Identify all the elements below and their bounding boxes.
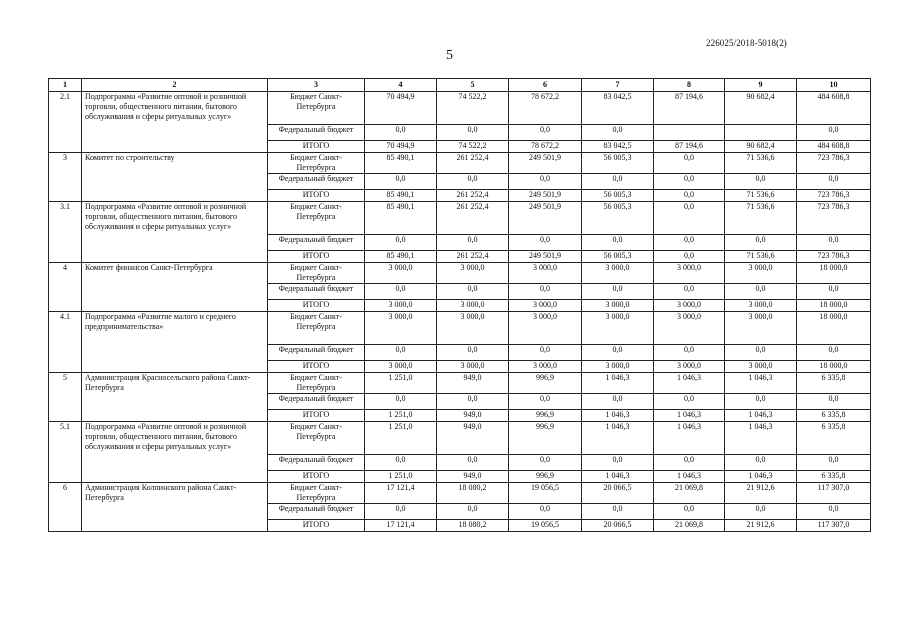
value-cell: 0,0 bbox=[725, 284, 797, 300]
funding-source: Федеральный бюджет bbox=[268, 284, 365, 300]
value-cell: 0,0 bbox=[654, 153, 725, 174]
value-cell: 0,0 bbox=[365, 125, 437, 141]
value-cell: 71 536,6 bbox=[725, 251, 797, 263]
value-cell: 18 000,0 bbox=[797, 300, 871, 312]
value-cell: 0,0 bbox=[725, 394, 797, 410]
column-number: 5 bbox=[437, 79, 509, 92]
value-cell: 3 000,0 bbox=[365, 300, 437, 312]
value-cell: 0,0 bbox=[725, 235, 797, 251]
value-cell: 21 069,8 bbox=[654, 520, 725, 532]
column-number: 8 bbox=[654, 79, 725, 92]
column-number: 10 bbox=[797, 79, 871, 92]
value-cell: 0,0 bbox=[797, 504, 871, 520]
value-cell: 0,0 bbox=[797, 345, 871, 361]
value-cell: 949,0 bbox=[437, 422, 509, 455]
table-row-budget bbox=[49, 483, 871, 504]
value-cell: 0,0 bbox=[582, 174, 654, 190]
value-cell: 261 252,4 bbox=[437, 153, 509, 174]
total-label: ИТОГО bbox=[268, 471, 365, 483]
value-cell: 74 522,2 bbox=[437, 92, 509, 125]
value-cell: 484 608,8 bbox=[797, 141, 871, 153]
value-cell: 0,0 bbox=[437, 345, 509, 361]
program-name: Администрация Колпинского района Санкт-Петербурга bbox=[82, 483, 268, 532]
value-cell: 0,0 bbox=[725, 174, 797, 190]
value-cell: 0,0 bbox=[654, 174, 725, 190]
value-cell: 0,0 bbox=[654, 504, 725, 520]
value-cell: 85 490,1 bbox=[365, 153, 437, 174]
value-cell: 3 000,0 bbox=[437, 300, 509, 312]
value-cell: 0,0 bbox=[797, 125, 871, 141]
value-cell: 723 786,3 bbox=[797, 251, 871, 263]
value-cell: 996,9 bbox=[509, 471, 582, 483]
funding-source: Бюджет Санкт-Петербурга bbox=[268, 263, 365, 284]
total-label: ИТОГО bbox=[268, 190, 365, 202]
value-cell: 0,0 bbox=[797, 455, 871, 471]
value-cell: 3 000,0 bbox=[725, 300, 797, 312]
funding-source: Федеральный бюджет bbox=[268, 504, 365, 520]
value-cell: 3 000,0 bbox=[437, 263, 509, 284]
row-number: 5.1 bbox=[49, 422, 82, 483]
row-number: 5 bbox=[49, 373, 82, 422]
table-row-budget bbox=[49, 202, 871, 235]
column-number: 2 bbox=[82, 79, 268, 92]
value-cell: 996,9 bbox=[509, 410, 582, 422]
value-cell: 1 046,3 bbox=[582, 373, 654, 394]
value-cell: 56 005,3 bbox=[582, 202, 654, 235]
value-cell: 1 046,3 bbox=[725, 373, 797, 394]
program-name: Комитет по строительству bbox=[82, 153, 268, 202]
row-number: 3 bbox=[49, 153, 82, 202]
value-cell: 19 056,5 bbox=[509, 520, 582, 532]
funding-source: Бюджет Санкт-Петербурга bbox=[268, 92, 365, 125]
funding-source: Бюджет Санкт-Петербурга bbox=[268, 373, 365, 394]
value-cell: 1 046,3 bbox=[654, 373, 725, 394]
value-cell: 1 046,3 bbox=[725, 471, 797, 483]
value-cell: 1 046,3 bbox=[725, 422, 797, 455]
column-number: 4 bbox=[365, 79, 437, 92]
value-cell: 1 046,3 bbox=[654, 410, 725, 422]
total-label: ИТОГО bbox=[268, 300, 365, 312]
value-cell: 18 080,2 bbox=[437, 483, 509, 504]
total-label: ИТОГО bbox=[268, 251, 365, 263]
value-cell: 0,0 bbox=[509, 504, 582, 520]
value-cell: 1 251,0 bbox=[365, 471, 437, 483]
value-cell: 0,0 bbox=[509, 235, 582, 251]
value-cell: 0,0 bbox=[437, 394, 509, 410]
value-cell: 484 608,8 bbox=[797, 92, 871, 125]
table-row-budget bbox=[49, 263, 871, 284]
value-cell: 0,0 bbox=[654, 455, 725, 471]
value-cell: 3 000,0 bbox=[725, 312, 797, 345]
value-cell: 71 536,6 bbox=[725, 190, 797, 202]
program-name: Подпрограмма «Развитие малого и среднего предпринимательства» bbox=[82, 312, 268, 373]
value-cell: 85 490,1 bbox=[365, 202, 437, 235]
value-cell: 6 335,8 bbox=[797, 373, 871, 394]
value-cell: 117 307,0 bbox=[797, 520, 871, 532]
value-cell: 3 000,0 bbox=[437, 312, 509, 345]
value-cell: 3 000,0 bbox=[654, 361, 725, 373]
value-cell: 117 307,0 bbox=[797, 483, 871, 504]
value-cell: 83 042,5 bbox=[582, 92, 654, 125]
value-cell: 0,0 bbox=[365, 235, 437, 251]
value-cell: 1 046,3 bbox=[582, 410, 654, 422]
value-cell: 0,0 bbox=[725, 345, 797, 361]
value-cell: 0,0 bbox=[365, 284, 437, 300]
total-label: ИТОГО bbox=[268, 520, 365, 532]
value-cell: 996,9 bbox=[509, 422, 582, 455]
value-cell: 0,0 bbox=[437, 235, 509, 251]
value-cell: 0,0 bbox=[582, 125, 654, 141]
value-cell: 21 912,6 bbox=[725, 520, 797, 532]
funding-source: Федеральный бюджет bbox=[268, 345, 365, 361]
value-cell: 78 672,2 bbox=[509, 92, 582, 125]
value-cell: 0,0 bbox=[437, 125, 509, 141]
value-cell: 0,0 bbox=[797, 394, 871, 410]
value-cell: 18 000,0 bbox=[797, 361, 871, 373]
value-cell: 0,0 bbox=[654, 251, 725, 263]
value-cell: 1 046,3 bbox=[582, 471, 654, 483]
value-cell: 3 000,0 bbox=[509, 361, 582, 373]
funding-source: Бюджет Санкт-Петербурга bbox=[268, 312, 365, 345]
table-body bbox=[49, 92, 871, 532]
value-cell: 74 522,2 bbox=[437, 141, 509, 153]
value-cell: 3 000,0 bbox=[509, 263, 582, 284]
value-cell: 90 682,4 bbox=[725, 92, 797, 125]
value-cell: 0,0 bbox=[509, 174, 582, 190]
value-cell: 0,0 bbox=[582, 504, 654, 520]
value-cell: 1 251,0 bbox=[365, 410, 437, 422]
value-cell: 0,0 bbox=[797, 284, 871, 300]
funding-source: Бюджет Санкт-Петербурга bbox=[268, 422, 365, 455]
value-cell: 996,9 bbox=[509, 373, 582, 394]
value-cell: 87 194,6 bbox=[654, 92, 725, 125]
value-cell: 6 335,8 bbox=[797, 422, 871, 455]
total-label: ИТОГО bbox=[268, 361, 365, 373]
column-number: 9 bbox=[725, 79, 797, 92]
value-cell: 3 000,0 bbox=[582, 300, 654, 312]
value-cell: 20 066,5 bbox=[582, 483, 654, 504]
value-cell: 3 000,0 bbox=[365, 361, 437, 373]
table-row-budget bbox=[49, 373, 871, 394]
value-cell: 0,0 bbox=[365, 345, 437, 361]
value-cell: 3 000,0 bbox=[437, 361, 509, 373]
table-row-budget bbox=[49, 422, 871, 455]
value-cell: 3 000,0 bbox=[654, 263, 725, 284]
value-cell: 1 251,0 bbox=[365, 422, 437, 455]
row-number: 4.1 bbox=[49, 312, 82, 373]
row-number: 6 bbox=[49, 483, 82, 532]
value-cell: 17 121,4 bbox=[365, 520, 437, 532]
value-cell: 3 000,0 bbox=[654, 312, 725, 345]
budget-table bbox=[48, 78, 871, 532]
value-cell: 18 080,2 bbox=[437, 520, 509, 532]
value-cell: 0,0 bbox=[437, 284, 509, 300]
funding-source: Федеральный бюджет bbox=[268, 455, 365, 471]
value-cell: 3 000,0 bbox=[654, 300, 725, 312]
value-cell: 56 005,3 bbox=[582, 190, 654, 202]
value-cell: 0,0 bbox=[509, 455, 582, 471]
value-cell: 3 000,0 bbox=[725, 361, 797, 373]
value-cell: 261 252,4 bbox=[437, 202, 509, 235]
table-row-budget bbox=[49, 153, 871, 174]
value-cell: 70 494,9 bbox=[365, 141, 437, 153]
value-cell: 949,0 bbox=[437, 410, 509, 422]
value-cell: 723 786,3 bbox=[797, 202, 871, 235]
value-cell: 0,0 bbox=[365, 455, 437, 471]
value-cell: 19 056,5 bbox=[509, 483, 582, 504]
document-number: 226025/2018-5018(2) bbox=[706, 38, 787, 48]
value-cell: 3 000,0 bbox=[365, 263, 437, 284]
value-cell: 249 501,9 bbox=[509, 251, 582, 263]
value-cell: 0,0 bbox=[654, 394, 725, 410]
value-cell: 71 536,6 bbox=[725, 202, 797, 235]
value-cell: 17 121,4 bbox=[365, 483, 437, 504]
total-label: ИТОГО bbox=[268, 410, 365, 422]
column-number: 3 bbox=[268, 79, 365, 92]
funding-source: Федеральный бюджет bbox=[268, 125, 365, 141]
value-cell: 87 194,6 bbox=[654, 141, 725, 153]
value-cell: 0,0 bbox=[509, 394, 582, 410]
value-cell: 1 046,3 bbox=[725, 410, 797, 422]
value-cell: 0,0 bbox=[725, 504, 797, 520]
column-number: 1 bbox=[49, 79, 82, 92]
value-cell: 949,0 bbox=[437, 471, 509, 483]
value-cell: 85 490,1 bbox=[365, 251, 437, 263]
value-cell: 0,0 bbox=[725, 455, 797, 471]
value-cell: 85 490,1 bbox=[365, 190, 437, 202]
value-cell: 1 251,0 bbox=[365, 373, 437, 394]
value-cell: 0,0 bbox=[509, 284, 582, 300]
value-cell: 0,0 bbox=[365, 174, 437, 190]
value-cell: 3 000,0 bbox=[509, 312, 582, 345]
value-cell: 78 672,2 bbox=[509, 141, 582, 153]
funding-source: Бюджет Санкт-Петербурга bbox=[268, 202, 365, 235]
value-cell: 0,0 bbox=[797, 235, 871, 251]
value-cell: 1 046,3 bbox=[654, 471, 725, 483]
value-cell: 723 786,3 bbox=[797, 190, 871, 202]
row-number: 2.1 bbox=[49, 92, 82, 153]
column-number: 7 bbox=[582, 79, 654, 92]
value-cell: 0,0 bbox=[582, 394, 654, 410]
value-cell: 3 000,0 bbox=[582, 361, 654, 373]
value-cell: 0,0 bbox=[582, 455, 654, 471]
value-cell: 21 069,8 bbox=[654, 483, 725, 504]
table-row-budget bbox=[49, 92, 871, 125]
value-cell: 0,0 bbox=[654, 235, 725, 251]
value-cell: 3 000,0 bbox=[582, 312, 654, 345]
value-cell: 0,0 bbox=[654, 202, 725, 235]
value-cell: 0,0 bbox=[365, 504, 437, 520]
funding-source: Федеральный бюджет bbox=[268, 174, 365, 190]
value-cell: 71 536,6 bbox=[725, 153, 797, 174]
value-cell: 20 066,5 bbox=[582, 520, 654, 532]
row-number: 4 bbox=[49, 263, 82, 312]
value-cell: 3 000,0 bbox=[582, 263, 654, 284]
value-cell: 18 000,0 bbox=[797, 312, 871, 345]
value-cell: 90 682,4 bbox=[725, 141, 797, 153]
value-cell: 249 501,9 bbox=[509, 202, 582, 235]
value-cell: 949,0 bbox=[437, 373, 509, 394]
value-cell: 1 046,3 bbox=[582, 422, 654, 455]
column-number: 6 bbox=[509, 79, 582, 92]
value-cell: 0,0 bbox=[797, 174, 871, 190]
value-cell: 0,0 bbox=[582, 284, 654, 300]
value-cell: 249 501,9 bbox=[509, 190, 582, 202]
funding-source: Федеральный бюджет bbox=[268, 394, 365, 410]
page-number: 5 bbox=[446, 48, 453, 63]
value-cell: 261 252,4 bbox=[437, 190, 509, 202]
program-name: Администрация Красносельского района Санкт-Петербурга bbox=[82, 373, 268, 422]
value-cell: 18 000,0 bbox=[797, 263, 871, 284]
program-name: Подпрограмма «Развитие оптовой и розничной торговли, общественного питания, бытового обслуживания и сферы ритуальных услуг» bbox=[82, 92, 268, 153]
value-cell: 0,0 bbox=[582, 345, 654, 361]
value-cell: 56 005,3 bbox=[582, 251, 654, 263]
table-row-budget bbox=[49, 312, 871, 345]
value-cell: 0,0 bbox=[582, 235, 654, 251]
funding-source: Бюджет Санкт-Петербурга bbox=[268, 153, 365, 174]
value-cell: 21 912,6 bbox=[725, 483, 797, 504]
value-cell: 1 046,3 bbox=[654, 422, 725, 455]
value-cell: 0,0 bbox=[654, 190, 725, 202]
value-cell: 0,0 bbox=[509, 345, 582, 361]
value-cell: 261 252,4 bbox=[437, 251, 509, 263]
program-name: Подпрограмма «Развитие оптовой и розничной торговли, общественного питания, бытового обслуживания и сферы ритуальных услуг» bbox=[82, 422, 268, 483]
column-number-row bbox=[49, 79, 871, 92]
value-cell: 0,0 bbox=[437, 504, 509, 520]
value-cell: 0,0 bbox=[509, 125, 582, 141]
value-cell: 723 786,3 bbox=[797, 153, 871, 174]
value-cell: 3 000,0 bbox=[509, 300, 582, 312]
value-cell: 3 000,0 bbox=[725, 263, 797, 284]
value-cell: 0,0 bbox=[654, 284, 725, 300]
value-cell: 0,0 bbox=[365, 394, 437, 410]
value-cell: 0,0 bbox=[437, 174, 509, 190]
value-cell: 56 005,3 bbox=[582, 153, 654, 174]
value-cell: 0,0 bbox=[437, 455, 509, 471]
value-cell: 0,0 bbox=[654, 345, 725, 361]
value-cell: 6 335,8 bbox=[797, 471, 871, 483]
funding-source: Бюджет Санкт-Петербурга bbox=[268, 483, 365, 504]
row-number: 3.1 bbox=[49, 202, 82, 263]
total-label: ИТОГО bbox=[268, 141, 365, 153]
value-cell: 249 501,9 bbox=[509, 153, 582, 174]
value-cell: 70 494,9 bbox=[365, 92, 437, 125]
funding-source: Федеральный бюджет bbox=[268, 235, 365, 251]
value-cell: 6 335,8 bbox=[797, 410, 871, 422]
value-cell bbox=[725, 125, 797, 141]
program-name: Комитет финансов Санкт-Петербурга bbox=[82, 263, 268, 312]
program-name: Подпрограмма «Развитие оптовой и розничной торговли, общественного питания, бытового обслуживания и сферы ритуальных услуг» bbox=[82, 202, 268, 263]
value-cell: 3 000,0 bbox=[365, 312, 437, 345]
value-cell bbox=[654, 125, 725, 141]
value-cell: 83 042,5 bbox=[582, 141, 654, 153]
